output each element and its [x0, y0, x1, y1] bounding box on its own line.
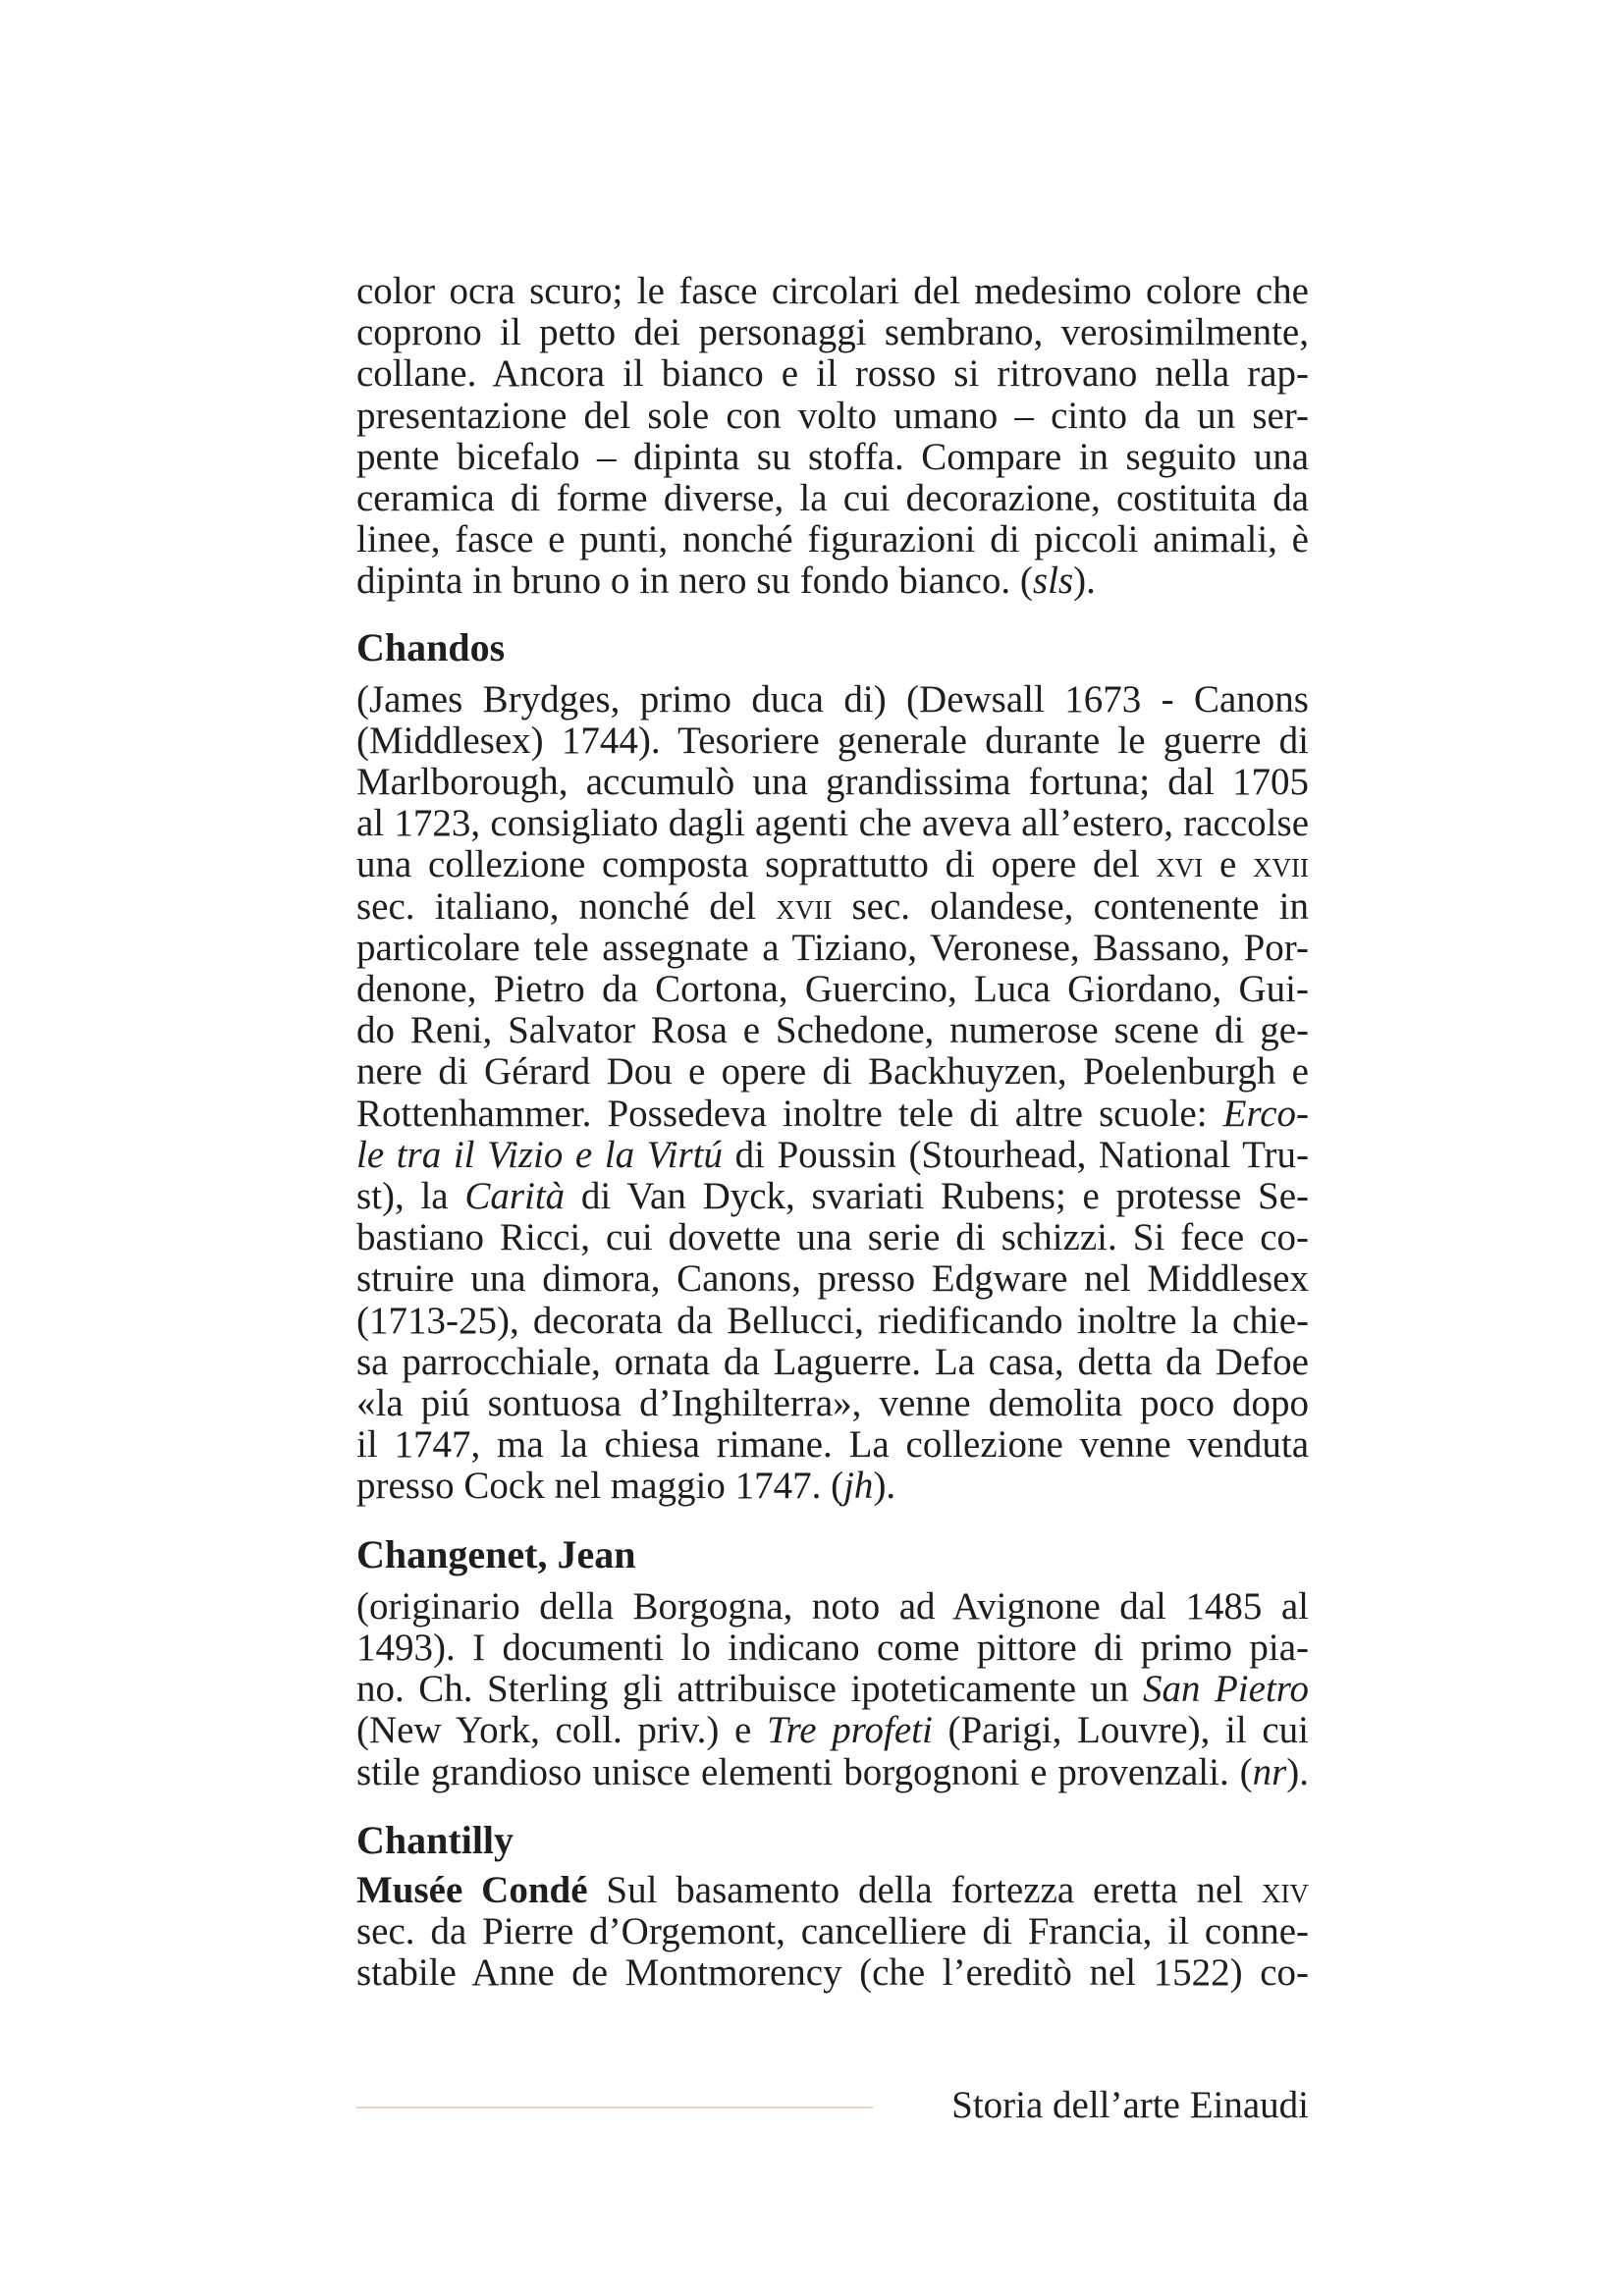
author-initials: jh — [843, 1465, 874, 1508]
text-line: il 1747, ma la chiesa rimane. La collezione venne venduta — [356, 1423, 1309, 1467]
text-line: sec. da Pierre d’Orgemont, cancelliere di Francia, il conne- — [356, 1909, 1309, 1952]
text-line: pente bicefalo – dipinta su stoffa. Compare in seguito una — [356, 435, 1309, 478]
text-line: color ocra scuro; le fasce circolari del medesimo colore che — [356, 270, 1309, 312]
text-line: ceramica di forme diverse, la cui decorazione, costituita da — [356, 477, 1309, 520]
text-line: presentazione del sole con volto umano – cinto da un ser- — [356, 394, 1309, 437]
text-line: 1493). I documenti lo indicano come pittore di primo pia- — [356, 1626, 1309, 1669]
text-line: denone, Pietro da Cortona, Guercino, Luca Giordano, Gui- — [356, 968, 1309, 1011]
text-line: dipinta in bruno o in nero su fondo bianco. (sls). — [356, 560, 1096, 603]
entry-title-changenet: Changenet, Jean — [356, 1531, 636, 1576]
text-line: struire una dimora, Canons, presso Edgware nel Middlesex — [356, 1257, 1309, 1301]
artwork-title: Erco- — [1222, 1092, 1309, 1135]
text-line: presso Cock nel maggio 1747. (jh). — [356, 1465, 896, 1508]
intro-paragraph — [356, 271, 1309, 603]
text-line: (James Brydges, primo duca di) (Dewsall 1673 - Canons — [356, 677, 1309, 721]
text-line: stabile Anne de Montmorency (che l’ereditò nel 1522) co- — [356, 1951, 1309, 1995]
artwork-title: San Pietro — [1143, 1668, 1310, 1711]
section-lead: Musée Condé — [356, 1868, 588, 1911]
text-line: (1713-25), decorata da Bellucci, riedificando inoltre la chie- — [356, 1299, 1309, 1342]
author-initials: nr — [1252, 1750, 1287, 1793]
text-line: una collezione composta soprattutto di opere del xvi e xvii — [356, 843, 1310, 886]
author-initials: sls — [1032, 560, 1074, 603]
text-line: sec. italiano, nonché del xvii sec. olandese, contenente in — [356, 884, 1309, 928]
text-line: do Reni, Salvator Rosa e Schedone, numerose scene di ge- — [356, 1009, 1309, 1052]
text-line: linee, fasce e punti, nonché figurazioni di piccoli animali, è — [356, 518, 1309, 561]
text-line: no. Ch. Sterling gli attribuisce ipoteticamente un San Pietro — [356, 1668, 1310, 1711]
text-line: nere di Gérard Dou e opere di Backhuyzen, Poelenburgh e — [356, 1050, 1309, 1094]
entry-body-chantilly — [356, 1870, 1309, 1995]
text-line: le tra il Vizio e la Virtú di Poussin (Stourhead, National Tru- — [356, 1133, 1309, 1176]
text-line: stile grandioso unisce elementi borgognoni e provenzali. (nr). — [356, 1750, 1309, 1793]
artwork-title: Carità — [464, 1175, 566, 1218]
text-line: collane. Ancora il bianco e il rosso si ritrovano nella rap- — [356, 352, 1309, 396]
footer-publisher: Storia dell’arte Einaudi — [951, 2084, 1309, 2126]
text-line: Marlborough, accumulò una grandissima fortuna; dal 1705 — [356, 761, 1309, 804]
text-line: (Middlesex) 1744). Tesoriere generale durante le guerre di — [356, 719, 1309, 762]
text-line: (originario della Borgogna, noto ad Avignone dal 1485 al — [356, 1584, 1309, 1628]
page-body — [356, 271, 1309, 1994]
text-line: «la piú sontuosa d’Inghilterra», venne demolita poco dopo — [356, 1382, 1309, 1425]
text-line: coprono il petto dei personaggi sembrano, verosimilmente, — [356, 311, 1309, 354]
text-line: (New York, coll. priv.) e Tre profeti (Parigi, Louvre), il cui — [356, 1709, 1310, 1752]
footer-rule — [356, 2107, 873, 2109]
artwork-title: Tre profeti — [767, 1709, 933, 1752]
entry-title-chantilly: Chantilly — [356, 1817, 514, 1862]
page-footer — [356, 2078, 1309, 2137]
text-line: st), la Carità di Van Dyck, svariati Rubens; e protesse Se- — [356, 1175, 1310, 1218]
text-line: sa parrocchiale, ornata da Laguerre. La casa, detta da Defoe — [356, 1340, 1309, 1383]
text-line: bastiano Ricci, cui dovette una serie di schizzi. Si fece co- — [356, 1216, 1309, 1259]
artwork-title: le tra il Vizio e la Virtú — [356, 1133, 723, 1176]
text-line: particolare tele assegnate a Tiziano, Veronese, Bassano, Por- — [356, 926, 1309, 969]
entry-body-chandos — [356, 679, 1309, 1508]
entry-title-chandos: Chandos — [356, 624, 506, 669]
entry-body-changenet — [356, 1586, 1309, 1793]
text-line: al 1723, consigliato dagli agenti che aveva all’estero, raccolse — [356, 802, 1309, 845]
text-line: Musée Condé Sul basamento della fortezza eretta nel xiv — [356, 1868, 1310, 1911]
text-line: Rottenhammer. Possedeva inoltre tele di altre scuole: Erco- — [356, 1092, 1309, 1135]
